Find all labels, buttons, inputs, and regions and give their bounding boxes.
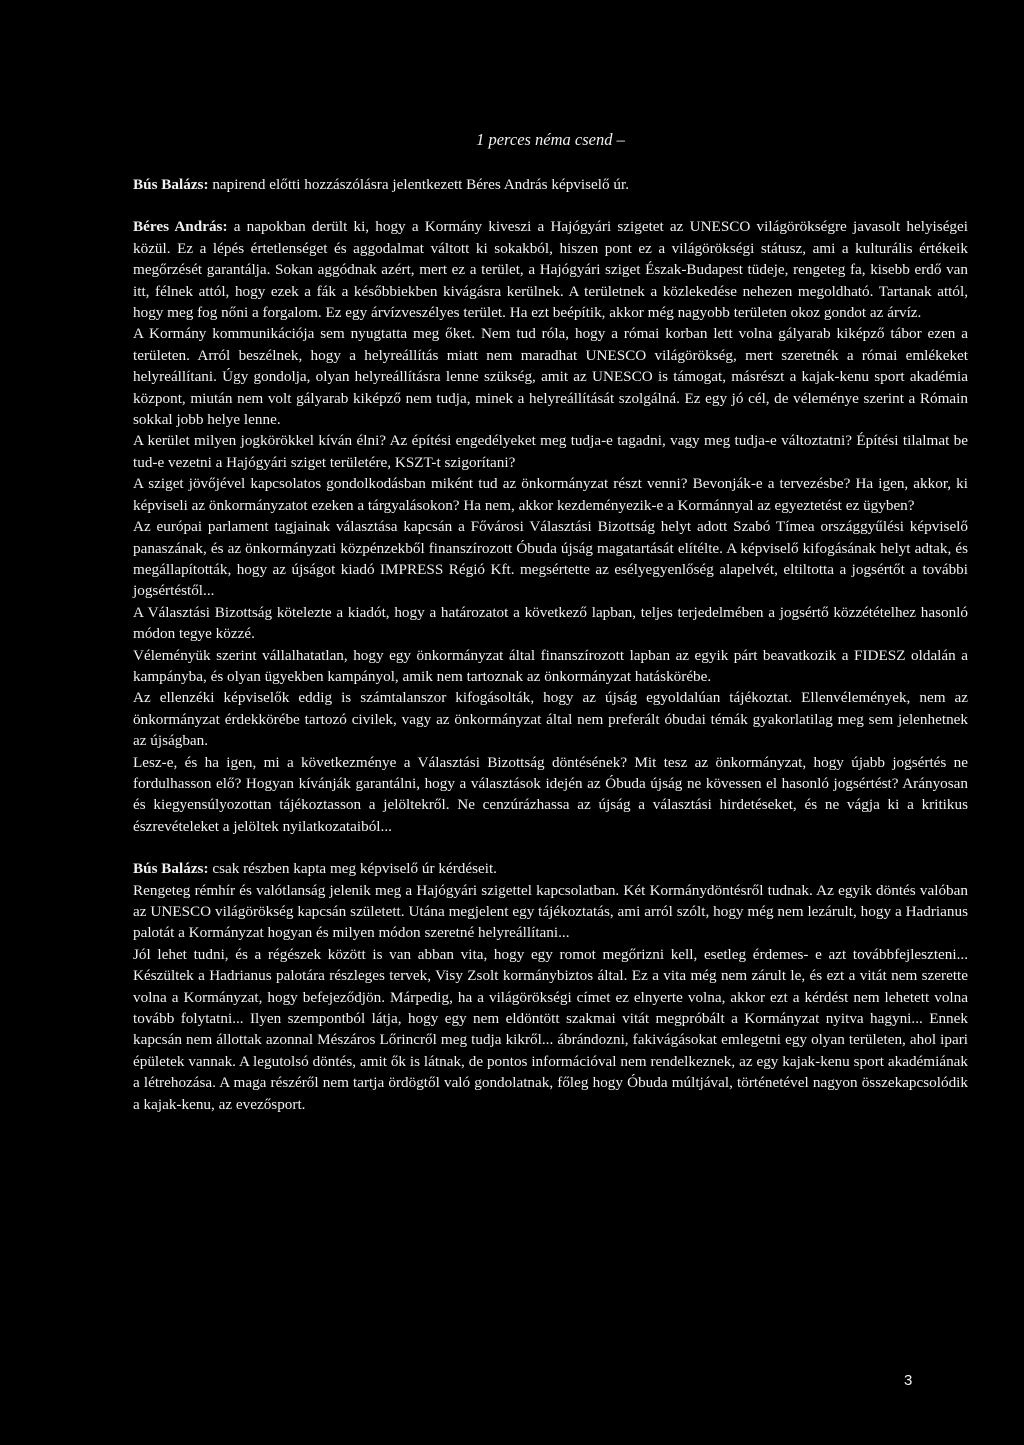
speech-paragraph: Véleményük szerint vállalhatatlan, hogy egy önkormányzat által finanszírozott lapban az egyik párt beavatkozik a FIDESZ oldalán a kampányba, és olyan ügyekben kampányol, amik nem tartoznak az önkormányzat hatáskörébe. (133, 646, 968, 685)
speech-paragraph: Lesz-e, és ha igen, mi a következménye a Választási Bizottság döntésének? Mit tesz az önkormányzat, hogy újabb jogsértés ne fordulhasson elő? Hogyan kívánják garantálni, hogy a választások idején az Óbuda újság ne kövessen el hasonló jogsértést? Arányosan és kiegyensúlyozottan tájékoztasson a jelöltekről. Ne cenzúrázhassa az újság a választási hirdetéseket, és ne vágja ki a kritikus észrevételeket a jelöltek nyilatkozataiból... (133, 753, 968, 835)
speaker-name: Bús Balázs: (133, 860, 209, 878)
speech-paragraph: A Választási Bizottság kötelezte a kiadót, hogy a határozatot a következő lapban, teljes terjedelmében a jogsértő közzétételhez hasonló módon tegye közzé. (133, 603, 968, 643)
speech-text: csak részben kapta meg képviselő úr kérdéseit. (212, 860, 497, 878)
speech-paragraph: A sziget jövőjével kapcsolatos gondolkodásban miként tud az önkormányzat részt venni? Bevonják-e a tervezésbe? Ha igen, akkor, ki képviseli az önkormányzatot ezeken a tárgyalásokon? Ha nem, akkor kezdeményezik-e a Kormánnyal az egyeztetést ez ügyben? (133, 475, 968, 514)
speech-paragraph: A Kormány kommunikációja sem nyugtatta meg őket. Nem tud róla, hogy a római korban lett volna gályarab kiképző tábor ezen a területen. Arról beszélnek, hogy a helyreállítás miatt nem maradhat UNESCO világörökség, mert szeretnék a római emlékeket helyreállítani. Úgy gondolja, olyan helyreállításra lenne szükség, amit az UNESCO is támogat, másrészt a kajak-kenu sport akadémia központ, miután nem volt gályarab kiképző nem tudja, minek a helyreállítását szolgálná. Ez egy jó cél, de véleménye szerint a Rómain sokkal jobb helye lenne. (133, 325, 968, 429)
speech-paragraph (133, 858, 968, 879)
speaker-name: Béres András: (133, 218, 228, 236)
speech-text: a napokban derült ki, hogy a Kormány kiveszi a Hajógyári szigetet az UNESCO világörökségre javasolt helyiségei közül. Ez a lépés értetlenséget és aggodalmat váltott ki sokakból, hiszen pont ez a világörökségi státusz, ami a kulturális értékeik megőrzését garantálja. Sokan aggódnak azért, mert ez a terület, a Hajógyári sziget Észak-Budapest tüdeje, rengeteg fa, kisebb erdő van itt, félnek attól, hogy ezek a fák a későbbiekben kivágásra kerülnek. A területnek a közlekedése nehezen megoldható. Tartanak attól, hogy meg fog nőni a forgalom. Ez egy árvízveszélyes terület. Ha ezt beépítik, akkor még nagyobb területen okoz gondot az árvíz. (133, 218, 968, 322)
minute-of-silence-note: 1 perces néma csend – (476, 130, 625, 149)
speech-paragraph: A kerület milyen jogkörökkel kíván élni? Az építési engedélyeket meg tudja-e tagadni, vagy meg tudja-e változtatni? Építési tilalmat be tud-e vezetni a Hajógyári sziget területére, KSZT-t szigorítani? (133, 432, 968, 471)
speech-text: napirend előtti hozzászólásra jelentkezett Béres András képviselő úr. (212, 176, 629, 193)
speech-paragraph: Rengeteg rémhír és valótlanság jelenik meg a Hajógyári szigettel kapcsolatban. Két Kormánydöntésről tudnak. Az egyik döntés valóban az UNESCO világörökség kapcsán született. Utána megjelent egy tájékoztatás, ami arról szólt, hogy még nem lezárult, hogy a Hadrianus palotát a Kormányzat hogyan és milyen módon szeretné helyreállítani... (133, 881, 968, 942)
meeting-minutes-body (133, 174, 968, 1115)
speech-paragraph: Az európai parlament tagjainak választása kapcsán a Fővárosi Választási Bizottság helyt adott Szabó Tímea országgyűlési képviselő panaszának, és az önkormányzati közpénzekből finanszírozott Óbuda újság magatartását elítélte. A képviselő kifogásának helyt adtak, és megállapították, hogy az újságot kiadó IMPRESS Régió Kft. megsértette az esélyegyenlőség alapelvét, eltiltotta a jogsértőt a további jogsértéstől... (133, 518, 968, 600)
speech-paragraph: Jól lehet tudni, és a régészek között is van abban vita, hogy egy romot megőrizni kell, esetleg érdemes- e azt továbbfejleszteni... Készültek a Hadrianus palotára részleges tervek, Visy Zsolt kormánybiztos által. Ez a vita még nem zárult le, és ezt a vitát nem szerette volna a Kormányzat, hogy befejeződjön. Márpedig, ha a világörökségi címet ez elnyerte volna, akkor ezt a kérdést nem lehetett volna tovább folytatni... Ilyen szempontból látja, hogy egy nem eldöntött szakmai vitát megpróbált a Kormányzat nyitva hagyni... Ennek kapcsán nem állottak azonnal Mészáros Lőrincről meg tudja kikről... ábrándozni, fakivágásokat emlegetni egy olyan területen, ahol ipari épületek vannak. A legutolsó döntés, amit ők is látnak, de pontos információval nem rendelkeznek, az egy kajak-kenu sport akadémiának a létrehozása. A maga részéről nem tartja ördögtől való gondolatnak, főleg hogy Óbuda múltjával, történetével nagyon összekapcsolódik a kajak-kenu, az evezősport. (133, 945, 968, 1113)
speech-paragraph: Az ellenzéki képviselők eddig is számtalanszor kifogásolták, hogy az újság egyoldalúan tájékoztat. Ellenvélemények, nem az önkormányzat érdekkörébe tartozó civilek, vagy az önkormányzat által nem preferált óbudai témák gyakorlatilag meg sem jelenhetnek az újságban. (133, 689, 968, 750)
page-number: 3 (904, 1372, 913, 1389)
speaker-name: Bús Balázs: (133, 176, 209, 193)
paragraph-spacer (133, 195, 968, 216)
speech-paragraph (133, 174, 968, 195)
paragraph-spacer (133, 837, 968, 858)
speech-paragraph (133, 216, 968, 323)
